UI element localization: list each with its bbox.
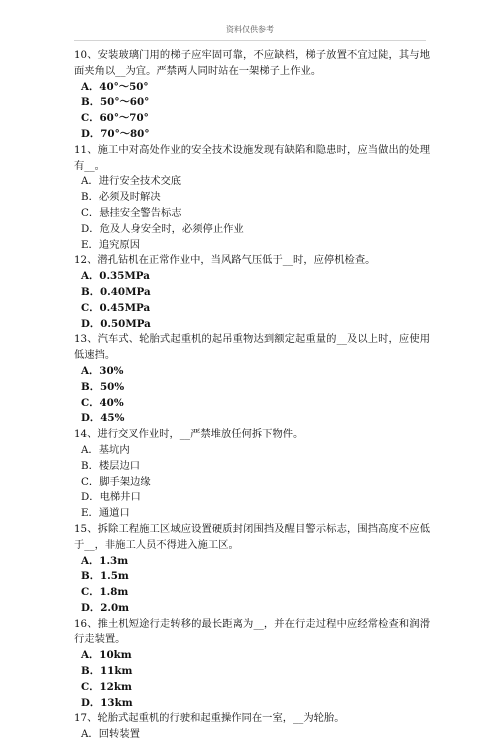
- answer-option: [74, 301, 430, 317]
- option-label: D．: [81, 412, 101, 425]
- option-label: D．: [81, 222, 100, 235]
- option-label: C．: [81, 206, 100, 219]
- option-label: C．: [81, 475, 100, 488]
- option-label: D．: [81, 317, 101, 330]
- page-header: 资料仅供参考: [226, 25, 274, 34]
- option-label: C．: [81, 301, 100, 314]
- option-text: 回转装置: [98, 728, 140, 741]
- option-text: 楼层边口: [98, 459, 141, 472]
- answer-option: [74, 475, 430, 491]
- answer-option: [74, 696, 430, 712]
- answer-option: [74, 380, 430, 396]
- option-text: 70°～80°: [100, 127, 150, 140]
- option-text: 0.50MPa: [100, 317, 151, 330]
- answer-option: [74, 364, 430, 380]
- option-text: 10km: [99, 649, 132, 662]
- option-text: 0.35MPa: [99, 270, 150, 283]
- question-text: 13、汽车式、轮胎式起重机的起吊重物达到额定起重量的__及以上时，应使用低速挡。: [74, 333, 430, 362]
- option-text: 1.3m: [99, 554, 129, 567]
- option-text: 悬挂安全警告标志: [99, 206, 182, 219]
- option-text: 1.5m: [100, 570, 129, 583]
- option-text: 30%: [99, 364, 124, 377]
- answer-option: [74, 490, 430, 506]
- option-text: 0.40MPa: [100, 285, 151, 298]
- option-text: 脚手架边缘: [99, 475, 151, 488]
- option-text: 基坑内: [98, 443, 130, 456]
- answer-option: [74, 285, 430, 301]
- option-text: 0.45MPa: [99, 301, 151, 314]
- answer-option: [74, 238, 430, 254]
- answer-option: [74, 664, 430, 680]
- option-label: D．: [81, 696, 101, 709]
- question-block: [74, 332, 430, 427]
- option-text: 50%: [100, 380, 125, 393]
- option-text: 必须及时解决: [98, 191, 161, 204]
- option-label: D．: [81, 491, 100, 504]
- option-text: 追究原因: [98, 238, 141, 251]
- option-text: 11km: [100, 665, 133, 678]
- question-block: [74, 617, 430, 712]
- answer-option: [74, 80, 430, 96]
- answer-option: [74, 506, 430, 522]
- question-text: 15、拆除工程施工区域应设置硬质封闭围挡及醒目警示标志，围挡高度不应低于__，非施工人员不得进入施工区。: [74, 522, 430, 551]
- answer-option: [74, 459, 430, 475]
- question-text: 12、潜孔钻机在正常作业中，当风路气压低于__时，应停机检查。: [74, 254, 376, 267]
- option-text: 60°～70°: [99, 112, 149, 125]
- option-label: A．: [81, 649, 100, 662]
- question-text: 17、轮胎式起重机的行驶和起重操作同在一室，__为轮胎。: [74, 712, 345, 725]
- option-text: 40°～50°: [99, 80, 149, 93]
- answer-option: [74, 601, 430, 617]
- option-label: A．: [81, 728, 99, 741]
- question-text: 10、安装玻璃门用的梯子应牢固可靠，不应缺档，梯子放置不宜过陡，其与地面夹角以__为宜。严禁两人同时站在一架梯子上作业。: [74, 49, 430, 77]
- option-text: 40%: [99, 396, 124, 409]
- question-text: 14、进行交叉作业时，__严禁堆放任何拆下物件。: [74, 428, 304, 441]
- option-label: A．: [81, 554, 100, 567]
- option-label: B．: [81, 570, 100, 583]
- answer-option: [74, 206, 430, 222]
- question-block: [74, 48, 430, 143]
- answer-option: [74, 411, 430, 427]
- option-label: B．: [81, 665, 100, 678]
- option-label: C．: [81, 680, 100, 693]
- answer-option: [74, 554, 430, 570]
- answer-option: [74, 648, 430, 664]
- answer-option: [74, 585, 430, 601]
- option-text: 50°～60°: [100, 96, 150, 109]
- option-text: 危及人身安全时，必须停止作业: [99, 222, 244, 235]
- option-label: B．: [81, 191, 99, 204]
- option-text: 通道口: [98, 507, 130, 520]
- option-label: B．: [81, 96, 100, 109]
- answer-option: [74, 174, 430, 190]
- answer-option: [74, 95, 430, 111]
- option-text: 1.8m: [99, 586, 129, 599]
- answer-option: [74, 222, 430, 238]
- option-label: C．: [81, 586, 100, 599]
- option-text: 电梯井口: [99, 491, 141, 504]
- question-block: [74, 711, 430, 743]
- question-block: [74, 143, 430, 254]
- answer-option: [74, 190, 430, 206]
- answer-option: [74, 727, 430, 743]
- option-label: A．: [81, 80, 100, 93]
- question-block: [74, 427, 430, 522]
- option-label: A．: [81, 175, 99, 188]
- option-label: E．: [81, 507, 99, 520]
- answer-option: [74, 396, 430, 412]
- answer-option: [74, 111, 430, 127]
- option-text: 45%: [100, 412, 125, 425]
- option-label: B．: [81, 380, 100, 393]
- header-divider: [74, 40, 426, 41]
- option-label: A．: [81, 443, 99, 456]
- answer-option: [74, 443, 430, 459]
- option-label: B．: [81, 285, 100, 298]
- answer-option: [74, 569, 430, 585]
- question-block: [74, 522, 430, 617]
- question-text: 11、施工中对高处作业的安全技术设施发现有缺陷和隐患时，应当做出的处理有__。: [74, 143, 430, 172]
- question-list: [74, 48, 430, 743]
- option-text: 12km: [99, 680, 132, 693]
- answer-option: [74, 269, 430, 285]
- answer-option: [74, 680, 430, 696]
- option-label: C．: [81, 396, 100, 409]
- answer-option: [74, 317, 430, 333]
- option-label: B．: [81, 459, 99, 472]
- option-label: E．: [81, 238, 99, 251]
- answer-option: [74, 127, 430, 143]
- question-text: 16、推土机短途行走转移的最长距离为__，并在行走过程中应经常检查和润滑行走装置。: [74, 617, 430, 646]
- option-label: C．: [81, 112, 100, 125]
- option-text: 进行安全技术交底: [98, 175, 182, 188]
- question-block: [74, 253, 430, 332]
- option-label: D．: [81, 601, 101, 614]
- option-text: 2.0m: [100, 601, 130, 614]
- option-text: 13km: [100, 696, 133, 709]
- option-label: D．: [81, 127, 101, 140]
- option-label: A．: [81, 270, 100, 283]
- option-label: A．: [81, 364, 100, 377]
